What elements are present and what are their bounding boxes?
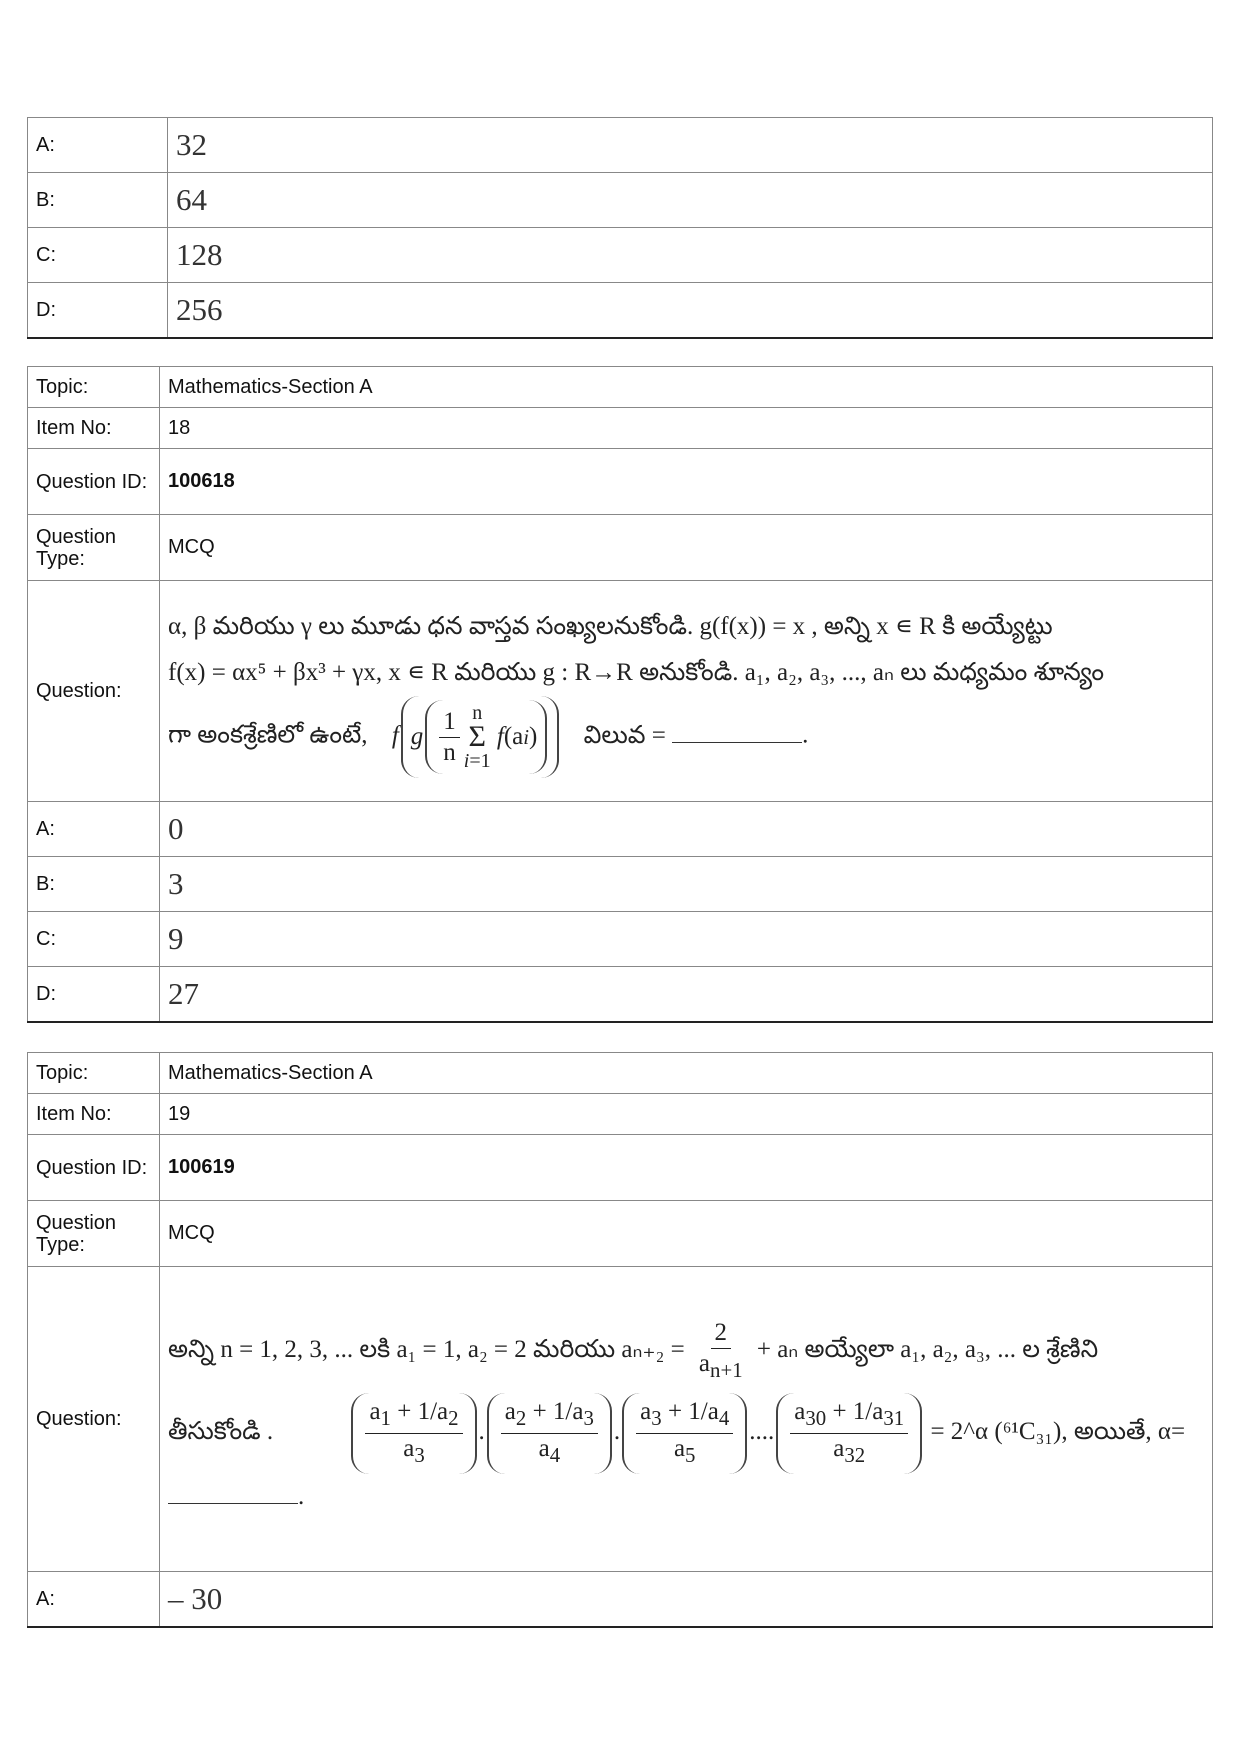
option-c-value[interactable]: 9 [160,912,1213,967]
question-line-3: గా అంకశ్రేణిలో ఉంటే, f g $\frac{1}{n}$ n Σ i=1 f (a i ) విలువ = . [168,696,1204,778]
question-body [160,581,1213,802]
question-type-label: Question Type: [28,515,160,581]
item-no-value: 18 [160,408,1213,449]
question-id-label: Question ID: [28,1135,160,1201]
item-no-label: Item No: [28,408,160,449]
question-id-value: 100618 [160,449,1213,515]
question-table-19 [27,1052,1213,1628]
option-b-label: B: [28,857,160,912]
formula-product: $\frac{a_1 + 1/a_2}{a_3}$ . $\frac{a_2 + 1/a_3}{a_4}$ . $\frac{a_3 + 1/a_4}{a_5}$ .... $\frac{a_{30} + 1/a_{31}}{a_{32}}$ [349,1418,930,1445]
option-d-value[interactable]: 27 [160,967,1213,1022]
question-body [160,1267,1213,1572]
question-line-2 [168,1393,1204,1474]
options-table-prev [27,117,1213,339]
answer-blank-line: . [168,1474,1204,1520]
option-b-value[interactable]: 3 [160,857,1213,912]
question-line-3-pre: గా అంకశ్రేణిలో ఉంటే, [168,721,368,749]
question-line-3-post: విలువ = [583,721,666,749]
question-type-value: MCQ [160,515,1213,581]
question-table-18 [27,366,1213,1023]
option-d-label: D: [28,967,160,1022]
answer-blank [672,724,802,743]
topic-value: Mathematics-Section A [160,1053,1213,1094]
option-c-value[interactable]: 128 [168,228,1213,283]
option-a-value[interactable]: – 30 [160,1572,1213,1627]
option-c-label: C: [28,228,168,283]
question-id-value: 100619 [160,1135,1213,1201]
question-line-2: f(x) = αx⁵ + βx³ + γx, x ∊ R మరియు g : R→R అనుకోండి. a₁, a₂, a₃, ..., aₙ లు మధ్యమం శూన్యం [168,659,1105,686]
option-b-value[interactable]: 64 [168,173,1213,228]
option-a-label: A: [28,118,168,173]
item-no-label: Item No: [28,1094,160,1135]
question-line-2-post: = 2^α (⁶¹C₃₁), అయితే, α= [930,1418,1186,1446]
topic-label: Topic: [28,1053,160,1094]
answer-blank [168,1485,298,1504]
item-no-value: 19 [160,1094,1213,1135]
topic-label: Topic: [28,367,160,408]
question-label: Question: [28,1267,160,1572]
option-a-value[interactable]: 32 [168,118,1213,173]
question-line-1: α, β మరియు γ లు మూడు ధన వాస్తవ సంఖ్యలనుకోండి. g(f(x)) = x , అన్ని x ∊ R కి అయ్యేట్టు [168,613,1053,640]
question-type-value: MCQ [160,1201,1213,1267]
option-d-label: D: [28,283,168,338]
option-a-label: A: [28,802,160,857]
question-line-1: అన్ని n = 1, 2, 3, ... లకి a₁ = 1, a₂ = 2 మరియు aₙ₊₂ = $\frac{2}{a_{n+1}}$ + aₙ అయ్యేలా a₁, a₂, a₃, ... ల శ్రేణిని [168,1319,1099,1382]
option-a-value[interactable]: 0 [160,802,1213,857]
question-type-label: Question Type: [28,1201,160,1267]
option-b-label: B: [28,173,168,228]
question-label: Question: [28,581,160,802]
option-c-label: C: [28,912,160,967]
question-line-1-post: + aₙ అయ్యేలా a₁, a₂, a₃, ... ల శ్రేణిని [756,1336,1099,1364]
question-line-2-pre: తీసుకోండి . [168,1418,274,1446]
question-id-label: Question ID: [28,449,160,515]
question-line-1-pre: అన్ని n = 1, 2, 3, ... లకి a₁ = 1, a₂ = 2 మరియు aₙ₊₂ = [168,1336,685,1364]
formula-f-g-mean: f g $\frac{1}{n}$ n Σ i=1 f (a i ) [392,722,568,749]
topic-value: Mathematics-Section A [160,367,1213,408]
option-a-label: A: [28,1572,160,1627]
option-d-value[interactable]: 256 [168,283,1213,338]
